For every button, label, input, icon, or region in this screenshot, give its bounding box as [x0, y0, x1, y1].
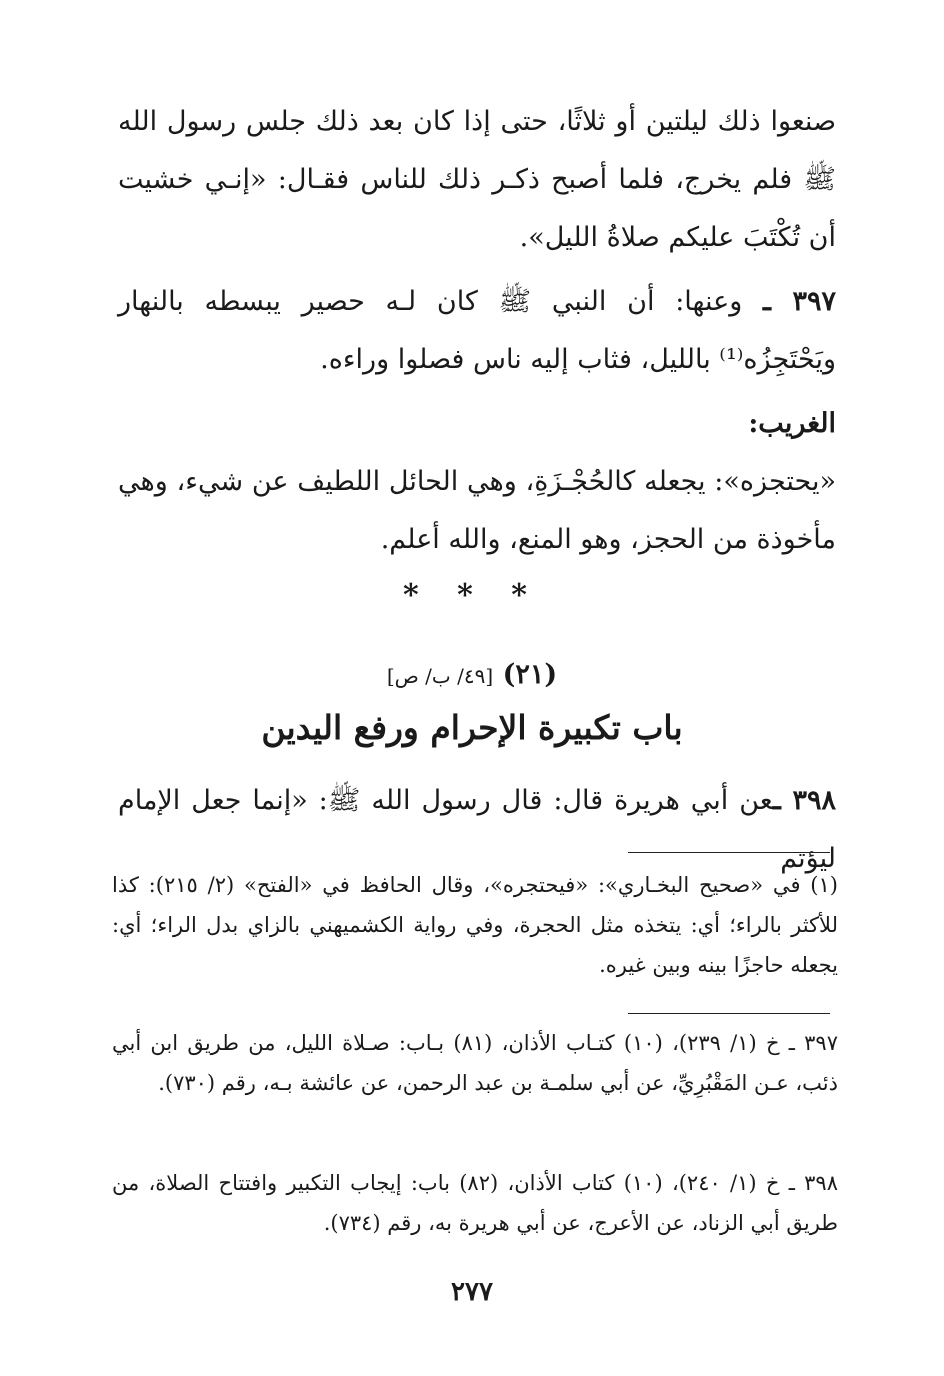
source-text: ٣٩٧ ـ خ (١/ ٢٣٩)، (١٠) كتـاب الأذان، (٨١) بـاب: صـلاة الليل، من طريق ابن أبي ذئب، عـن المَقْبُرِيِّ، عن أبي سلمـة بن عبد الرحمن، عن عائشة بـه، رقم (٧٣٠).	[112, 1031, 838, 1095]
footnote-divider	[628, 852, 830, 853]
gharib-heading: الغريب:	[748, 408, 836, 439]
hadith-number: ٣٩٨ ـ	[772, 785, 837, 816]
chapter-number-line	[0, 652, 944, 699]
main-text	[118, 93, 836, 569]
chapter-number: (٢١)	[502, 659, 558, 690]
footnote-1	[112, 865, 838, 985]
source-text: ٣٩٨ ـ خ (١/ ٢٤٠)، (١٠) كتاب الأذان، (٨٢) باب: إيجاب التكبير وافتتاح الصلاة، من طريق أبي الزناد، عن الأعرج، عن أبي هريرة به، رقم (٧٣٤).	[112, 1171, 838, 1235]
section-separator: * * *	[403, 578, 541, 613]
hadith-text: عن أبي هريرة قال: قال رسول الله ﷺ: «إنما جعل الإمام ليؤتم	[118, 785, 836, 874]
paragraph-continuation: صنعوا ذلك ليلتين أو ثلاثًا، حتى إذا كان بعد ذلك جلس رسول الله ﷺ فلم يخرج، فلما أصبح ذكـر ذلك للناس فقـال: «إنـي خشيت أن تُكْتَبَ عليكم صلاةُ الليل».	[118, 106, 836, 253]
source-397	[112, 1023, 838, 1103]
footnote-text: (١) في «صحيح البخـاري»: «فيحتجره»، وقال الحافظ في «الفتح» (٢/ ٢١٥): كذا للأكثر بالراء؛ أي: يتخذه مثل الحجرة، وفي رواية الكشميهني بالزاي بدل الراء؛ أي: يجعله حاجزًا بينه وبين غيره.	[112, 873, 838, 977]
page-number: ٢٧٧	[451, 1277, 493, 1307]
chapter-title: باب تكبيرة الإحرام ورفع اليدين	[261, 708, 683, 747]
hadith-number: ٣٩٧ ـ	[763, 286, 836, 317]
hadith-397	[118, 273, 836, 389]
source-398	[112, 1163, 838, 1243]
hadith-text: وعنها: أن النبي ﷺ كان لـه حصير يبسطه بالنهار ويَحْتَجِزُه⁽¹⁾ بالليل، فثاب إليه ناس فصلوا وراءه.	[118, 286, 836, 375]
manuscript-ref: [٤٩/ ب/ ص]	[386, 664, 494, 688]
gharib-explanation: «يحتجزه»: يجعله كالحُجْـزَةِ، وهي الحائل اللطيف عن شيء، وهي مأخوذة من الحجز، وهو المنع، والله أعلم.	[118, 466, 836, 555]
sources-divider	[628, 1013, 830, 1014]
